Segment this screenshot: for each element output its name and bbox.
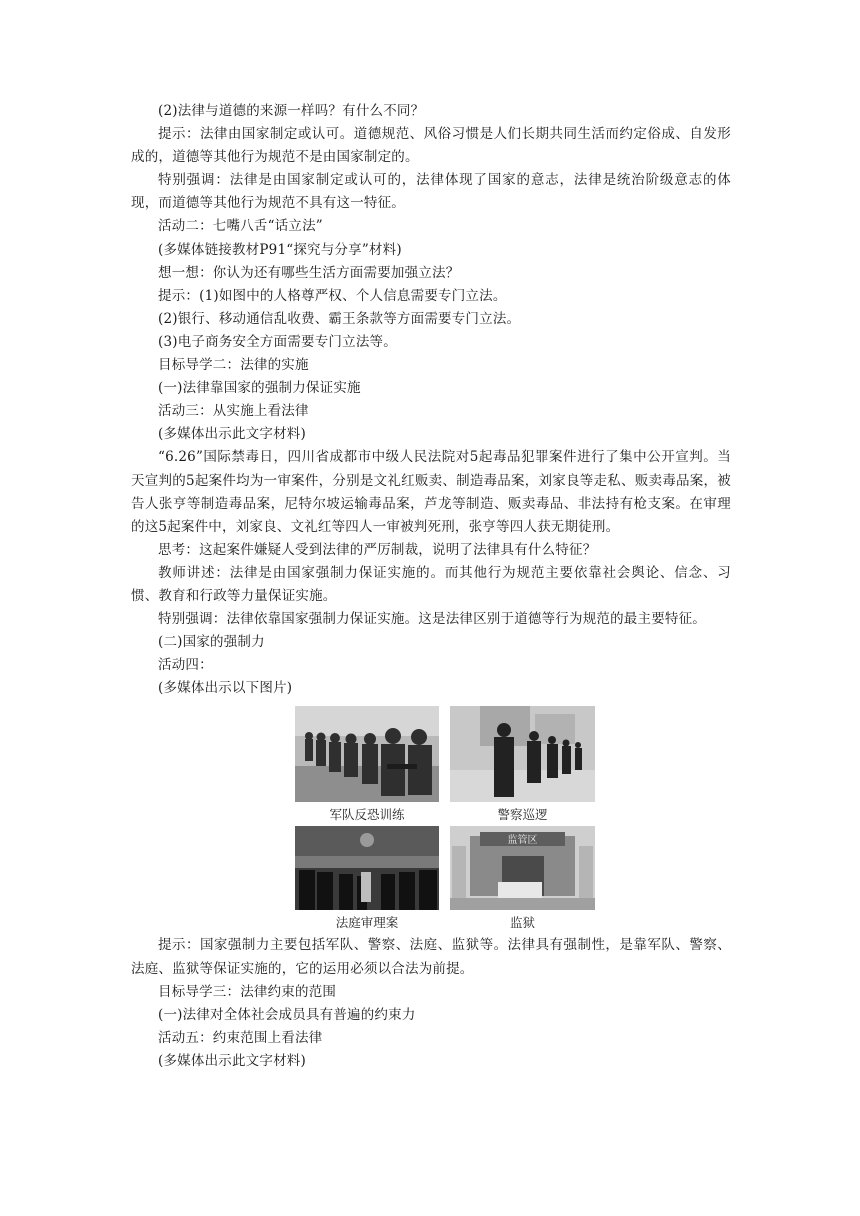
list-item: (3)电子商务安全方面需要专门立法等。 (158, 333, 397, 350)
hint-paragraph: 提示：法律由国家制定或认可。道德规范、风俗习惯是人们长期共同生活而约定俗成、自发形成的，道德等其他行为规范不是由国家制定的。 (131, 126, 731, 166)
section-heading: 目标导学三：法律约束的范围 (158, 983, 337, 1000)
teacher-paragraph: 教师讲述：法律是由国家强制力保证实施的。而其他行为规范主要依靠社会舆论、信念、习惯、教育和行政等力量保证实施。 (131, 564, 731, 604)
list-item: (2)银行、移动通信乱收费、霸王条款等方面需要专门立法。 (158, 310, 521, 327)
question-paragraph: (2)法律与道德的来源一样吗？有什么不同？ (158, 103, 425, 119)
multimedia-note: (多媒体链接教材P91“探究与分享”材料) (158, 241, 402, 258)
subsection-heading: (一)法律对全体社会成员具有普遍的约束力 (158, 1006, 416, 1023)
activity-heading: 活动三：从实施上看法律 (158, 403, 309, 420)
think-paragraph: 想一想：你认为还有哪些生活方面需要加强立法？ (158, 264, 460, 281)
multimedia-note: (多媒体出示此文字材料) (158, 426, 306, 443)
activity-heading: 活动二：七嘴八舌“话立法” (158, 218, 323, 235)
court-trial-photo (295, 826, 439, 910)
multimedia-note: (多媒体出示以下图片) (158, 680, 293, 697)
text-block-top (131, 100, 731, 700)
subsection-heading: (一)法律靠国家的强制力保证实施 (158, 380, 361, 397)
hint-paragraph: 提示：国家强制力主要包括军队、警察、法庭、监狱等。法律具有强制性，是靠军队、警察、法庭、监狱等保证实施的，它的运用必须以合法为前提。 (131, 937, 731, 977)
activity-heading: 活动四： (158, 657, 213, 674)
emphasis-paragraph: 特别强调：法律是由国家制定或认可的，法律体现了国家的意志，法律是统治阶级意志的体现，而道德等其他行为规范不具有这一特征。 (131, 172, 731, 212)
emphasis-paragraph: 特别强调：法律依靠国家强制力保证实施。这是法律区别于道德等行为规范的最主要特征。 (158, 611, 706, 628)
prison-photo (450, 826, 595, 910)
prison-caption: 监狱 (509, 915, 535, 931)
multimedia-note: (多媒体出示此文字材料) (158, 1052, 306, 1069)
hint-paragraph: 提示：(1)如图中的人格尊严权、个人信息需要专门立法。 (158, 287, 507, 304)
case-material-paragraph: “6.26”国际禁毒日，四川省成都市中级人民法院对5起毒品犯罪案件进行了集中公开宣判。当天宣判的5起案件均为一审案件，分别是文礼红贩卖、制造毒品案，刘家良等走私、贩卖毒品案，被告人张亨等制造毒品案，尼特尔坡运输毒品案，芦龙等制造、贩卖毒品、非法持有枪支案。在审理的这5起案件中，刘家良、文礼红等四人一审被判死刑，张亨等四人获无期徒刑。 (131, 449, 731, 535)
document-page (131, 100, 731, 1073)
think-paragraph: 思考：这起案件嫌疑人受到法律的严厉制裁，说明了法律具有什么特征？ (158, 541, 597, 558)
text-block-bottom (131, 934, 731, 1073)
section-heading: 目标导学二：法律的实施 (158, 357, 309, 374)
activity-heading: 活动五：约束范围上看法律 (158, 1029, 323, 1046)
police-patrol-photo (450, 706, 595, 802)
prison-sign: 监管区 (507, 835, 538, 847)
police-patrol-caption: 警察巡逻 (497, 807, 548, 823)
subsection-heading: (二)国家的强制力 (158, 634, 265, 651)
army-training-photo (295, 706, 439, 802)
photo-grid (131, 702, 731, 934)
court-trial-caption: 法庭审理案 (335, 915, 399, 931)
army-training-caption: 军队反恐训练 (329, 807, 405, 823)
